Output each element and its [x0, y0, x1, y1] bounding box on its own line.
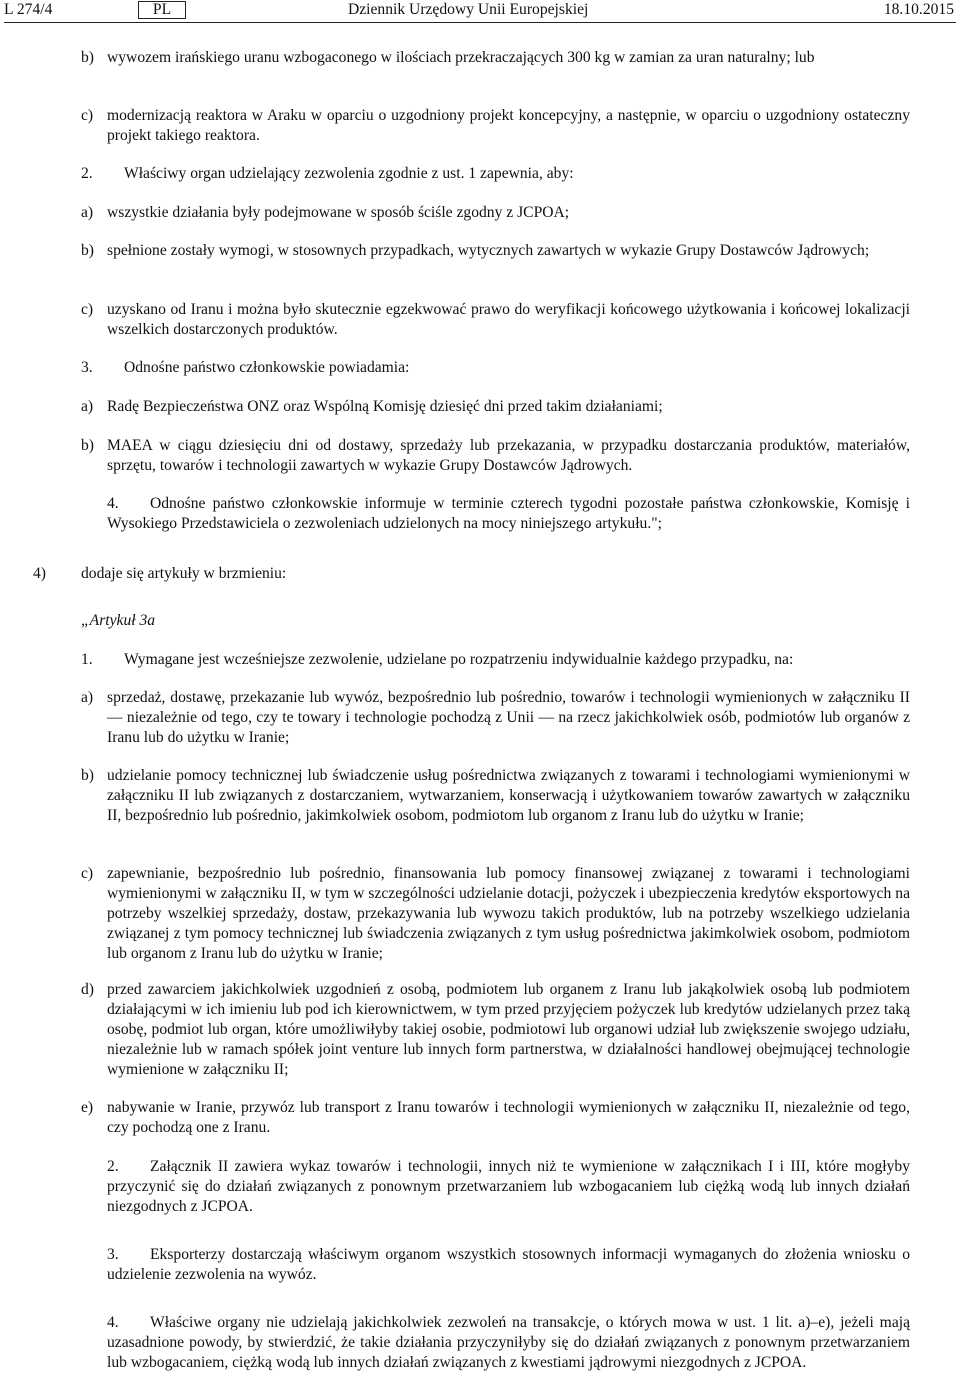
item-label: e) [81, 1099, 94, 1116]
item-text: Radę Bezpieczeństwa ONZ oraz Wspólną Komisję dziesięć dni przed takim działaniami; [107, 398, 663, 415]
item-label: b) [81, 242, 94, 259]
item-text: przed zawarciem jakichkolwiek uzgodnień z osobą, podmiotem lub organem z Iranu lub jakąkolwiek osobą lub podmiotem działającymi w ich imieniu lub pod ich kierownictwem, w tym przed przyjęciem pożyczek lub kredytów udzielanych przez taką osobę, podmiot lub organ, które umożliwiłyby takiej osobie, podmiotowi lub organowi udział lub zwiększenie swojego udziału, niezależnie lub w ramach spółek joint venture lub innych form partnerstwa, w działalności handlowej obejmującej technologie wymienione w załączniku II; [107, 981, 910, 1078]
paragraph-text: Wymagane jest wcześniejsze zezwolenie, udzielane po rozpatrzeniu indywidualnie każdego przypadku, na: [124, 651, 794, 668]
item-text: nabywanie w Iranie, przywóz lub transport z Iranu towarów i technologii wymienionych w załączniku II, niezależnie od tego, czy pochodzą one z Iranu. [107, 1099, 910, 1136]
item-label: a) [81, 204, 94, 221]
item-label: b) [81, 437, 94, 454]
item-text: MAEA w ciągu dziesięciu dni od dostawy, sprzedaży lub przekazania, w przypadku dostarczania produktów, materiałów, sprzętu, towarów i technologii zawartych w wykazie Grupy Dostawców Jądrowych. [107, 437, 910, 474]
item-label: a) [81, 689, 94, 706]
item-label: a) [81, 398, 94, 415]
paragraph-text: Załącznik II zawiera wykaz towarów i technologii, innych niż te wymienione w załącznikach I i III, które mogłyby przyczynić się do działań związanych z ponownym przetwarzaniem lub wzbogacaniem lub ciężką wodą lub innych działań niezgodnych z JCPOA. [107, 1158, 910, 1215]
item-text: wszystkie działania były podejmowane w sposób ściśle zgodny z JCPOA; [107, 204, 570, 221]
paragraph-text: Eksporterzy dostarczają właściwym organom wszystkich stosownych informacji wymaganych do złożenia wniosku o udzielenie zezwolenia na wywóz. [107, 1246, 910, 1283]
paragraph-number: 4. [107, 1314, 119, 1331]
paragraph-number: 2. [81, 165, 93, 182]
page-header [4, 0, 954, 22]
item-text: modernizacją reaktora w Araku w oparciu o uzgodniony projekt koncepcyjny, a następnie, w oparciu o uzgodniony ostateczny projekt takiego reaktora. [107, 107, 910, 144]
item-text: udzielanie pomocy technicznej lub świadczenie usług pośrednictwa związanych z towarami i technologiami wymienionymi w załączniku II lub związanych z dostarczaniem, wytwarzaniem, konserwacją i użytkowaniem towarów zawartych w załączniku II, bezpośrednio lub pośrednio, jakimkolwiek osobom, podmiotom lub organom z Iranu lub do użytku w Iranie; [107, 767, 910, 824]
paragraph-number: 4. [107, 495, 119, 512]
item-label: b) [81, 767, 94, 784]
item-text: zapewnianie, bezpośrednio lub pośrednio, finansowania lub pomocy finansowej związanej z towarami i technologiami wymienionymi w załączniku II, w tym w szczególności udzielanie dotacji, pożyczek i ubezpieczenia kredytów eksportowych na potrzeby wszelkiej sprzedaży, dostaw, przekazywania lub wywozu takich produktów, lub na potrzeby wszelkiego udzielania związanej z tym pomocy technicznej lub świadczenia związanych z tym usług pośrednictwa jakimkolwiek osobom, podmiotom lub organom z Iranu lub do użytku w Iranie; [107, 865, 910, 962]
item-label: d) [81, 981, 94, 998]
item-text: wywozem irańskiego uranu wzbogaconego w ilościach przekraczających 300 kg w zamian za uran naturalny; lub [107, 49, 815, 66]
amendment-number: 4) [33, 565, 46, 582]
item-text: sprzedaż, dostawę, przekazanie lub wywóz, bezpośrednio lub pośrednio, towarów i technologii wymienionych w załączniku II — niezależnie od tego, czy te towary i technologie pochodzą z Unii — na rzecz jakichkolwiek osób, podmiotów lub organów z Iranu lub do użytku w Iranie; [107, 689, 910, 746]
paragraph-number: 1. [81, 651, 93, 668]
language-badge: PL [138, 1, 186, 19]
item-label: b) [81, 49, 94, 66]
item-label: c) [81, 865, 94, 882]
item-label: c) [81, 107, 94, 124]
paragraph-4 [107, 494, 910, 534]
paragraph-text: Właściwe organy nie udzielają jakichkolwiek zezwoleń na transakcje, o których mowa w ust. 1 lit. a)–e), jeżeli mają uzasadnione powody, by stwierdzić, że takie działania przyczyniłyby się do działań związanych z ponownym przetwarzaniem lub wzbogacaniem, ciężką wodą lub innych działań związanych z kwestiami jądrowymi niezgodnych z JCPOA. [107, 1314, 910, 1371]
paragraph-number: 3. [81, 359, 93, 376]
paragraph-text: Właściwy organ udzielający zezwolenia zgodnie z ust. 1 zapewnia, aby: [124, 165, 574, 182]
paragraph-4 [107, 1313, 910, 1373]
publication-date: 18.10.2015 [883, 1, 954, 18]
item-label: c) [81, 301, 94, 318]
item-text: spełnione zostały wymogi, w stosownych przypadkach, wytycznych zawartych w wykazie Grupy Dostawców Jądrowych; [107, 242, 870, 259]
item-text: uzyskano od Iranu i można było skutecznie egzekwować prawo do weryfikacji końcowego użytkowania i końcowej lokalizacji wszelkich dostarczonych produktów. [107, 301, 910, 338]
header-divider [4, 22, 956, 23]
paragraph-3 [107, 1245, 910, 1285]
journal-title: Dziennik Urzędowy Unii Europejskiej [348, 1, 589, 18]
paragraph-text: Odnośne państwo członkowskie informuje w terminie czterech tygodni pozostałe państwa członkowskie, Komisję i Wysokiego Przedstawiciela o zezwoleniach udzielonych na mocy niniejszego artykułu."; [107, 495, 910, 532]
paragraph-2 [107, 1157, 910, 1217]
page-reference: L 274/4 [4, 1, 53, 18]
paragraph-number: 2. [107, 1158, 119, 1175]
paragraph-text: Odnośne państwo członkowskie powiadamia: [124, 359, 410, 376]
article-title: „Artykuł 3a [81, 612, 156, 629]
amendment-text: dodaje się artykuły w brzmieniu: [81, 565, 287, 582]
paragraph-number: 3. [107, 1246, 119, 1263]
